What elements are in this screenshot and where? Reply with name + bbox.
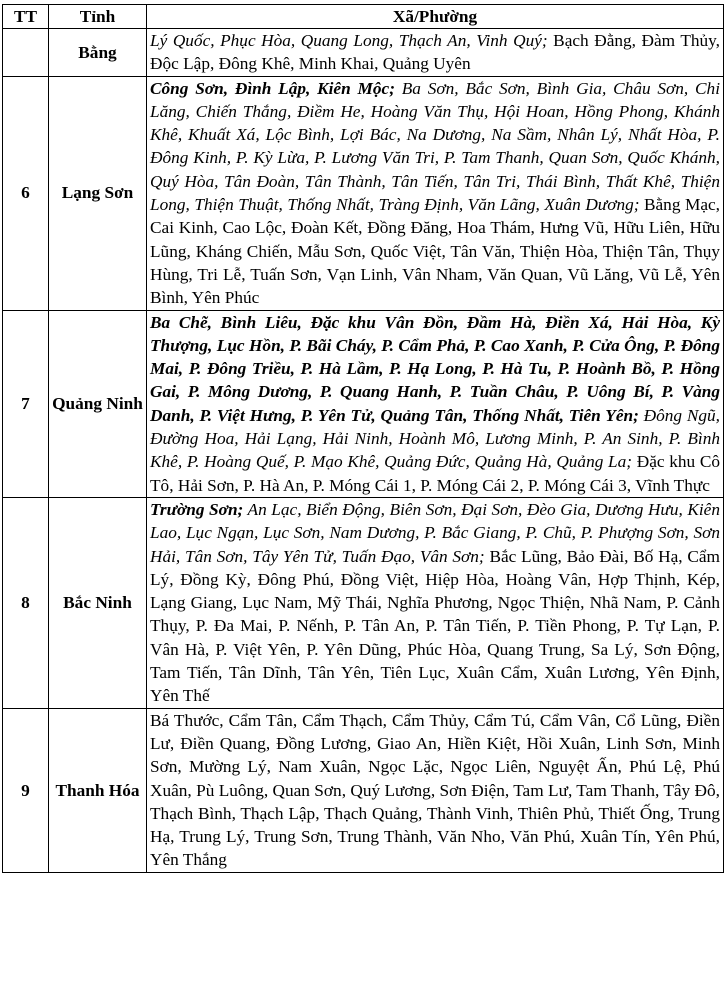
communes-regular: Bắc Lũng, Bảo Đài, Bố Hạ, Cẩm Lý, Đồng Kỳ, Đông Phú, Đồng Việt, Hiệp Hòa, Hoàng Vân, Hợp Thịnh, Kép, Lạng Giang, Lục Nam, Mỹ Thái, Nghĩa Phương, Ngọc Thiện, Nhã Nam, P. Cảnh Thụy, P. Đa Mai, P. Nếnh, P. Tân An, P. Tân Tiến, P. Tiền Phong, P. Tự Lạn, P. Vân Hà, P. Việt Yên, P. Yên Dũng, Phúc Hòa, Quang Trung, Sa Lý, Sơn Động, Tam Tiến, Tân Dĩnh, Tân Yên, Tiên Lục, Xuân Cẩm, Xuân Lương, Yên Định, Yên Thế: [150, 546, 720, 706]
table-row: [3, 310, 724, 497]
communes-regular: Đặc khu Cô Tô, Hải Sơn, P. Hà An, P. Móng Cái 1, P. Móng Cái 2, P. Móng Cái 3, Vĩnh Thực: [150, 452, 720, 495]
row-number: 9: [3, 708, 49, 872]
communes-regular: Bạch Đằng, Đàm Thủy, Độc Lập, Đông Khê, Minh Khai, Quảng Uyên: [150, 31, 720, 74]
row-number: 7: [3, 310, 49, 497]
province-name: Lạng Sơn: [49, 76, 147, 310]
communes-bold-italic: Ba Chẽ, Bình Liêu, Đặc khu Vân Đồn, Đầm Hà, Điền Xá, Hải Hòa, Kỳ Thượng, Lục Hồn, P. Bãi Cháy, P. Cẩm Phả, P. Cao Xanh, P. Cửa Ông, P. Đông Mai, P. Đông Triều, P. Hà Lầm, P. Hạ Long, P. Hà Tu, P. Hoành Bồ, P. Hồng Gai, P. Mông Dương, P. Quang Hanh, P. Tuần Châu, P. Uông Bí, P. Vàng Danh, P. Việt Hưng, P. Yên Tử, Quảng Tân, Thống Nhất, Tiên Yên;: [150, 312, 720, 425]
commune-list: [147, 497, 724, 708]
communes-italic: Đông Ngũ, Đường Hoa, Hải Lạng, Hải Ninh, Hoành Mô, Lương Minh, P. An Sinh, P. Bình Khê, P. Hoàng Quế, P. Mạo Khê, Quảng Đức, Quảng Hà, Quảng La;: [150, 405, 720, 472]
row-number: 8: [3, 497, 49, 708]
province-name: Quảng Ninh: [49, 310, 147, 497]
communes-regular: Bá Thước, Cẩm Tân, Cẩm Thạch, Cẩm Thủy, Cẩm Tú, Cẩm Vân, Cổ Lũng, Điền Lư, Điền Quang, Đồng Lương, Giao An, Hiền Kiệt, Hồi Xuân, Linh Sơn, Minh Sơn, Mường Lý, Nam Xuân, Ngọc Lặc, Ngọc Liên, Nguyệt Ấn, Phú Lệ, Phú Xuân, Pù Luông, Quan Sơn, Quý Lương, Sơn Điện, Tam Lư, Tam Thanh, Tây Đô, Thạch Bình, Thạch Lập, Thạch Quảng, Thành Vinh, Thiên Phủ, Thiết Ống, Trung Hạ, Trung Lý, Trung Sơn, Trung Thành, Văn Nho, Văn Phú, Xuân Tín, Yên Phú, Yên Thắng: [150, 710, 720, 870]
table-row: [3, 708, 724, 872]
communes-bold-italic: Công Sơn, Đình Lập, Kiên Mộc;: [150, 78, 395, 98]
table-row: [3, 76, 724, 310]
communes-regular: Bằng Mạc, Cai Kinh, Cao Lộc, Đoàn Kết, Đồng Đăng, Hoa Thám, Hưng Vũ, Hữu Liên, Hữu Lũng, Kháng Chiến, Mẫu Sơn, Quốc Việt, Tân Văn, Thiện Hòa, Thiện Tân, Thụy Hùng, Tri Lễ, Tuấn Sơn, Vạn Linh, Vân Nham, Văn Quan, Vũ Lăng, Vũ Lễ, Yên Bình, Yên Phúc: [150, 195, 720, 308]
commune-list: [147, 76, 724, 310]
province-name: Bằng: [49, 29, 147, 77]
communes-bold-italic: Trường Sơn;: [150, 499, 244, 519]
commune-table: [2, 4, 724, 873]
table-row: [3, 29, 724, 77]
commune-list: [147, 29, 724, 77]
province-name: Thanh Hóa: [49, 708, 147, 872]
row-number: [3, 29, 49, 77]
table-header-row: [3, 5, 724, 29]
communes-italic: Lý Quốc, Phục Hòa, Quang Long, Thạch An, Vinh Quý;: [150, 31, 548, 50]
commune-list: [147, 310, 724, 497]
header-communes: Xã/Phường: [147, 5, 724, 29]
communes-italic: Ba Sơn, Bắc Sơn, Bình Gia, Châu Sơn, Chi Lăng, Chiến Thắng, Điềm He, Hoàng Văn Thụ, Hội Hoan, Hồng Phong, Khánh Khê, Khuất Xá, Lộc Bình, Lợi Bác, Na Dương, Na Sầm, Nhân Lý, Nhất Hòa, P. Đông Kinh, P. Kỳ Lừa, P. Lương Văn Tri, P. Tam Thanh, Quan Sơn, Quốc Khánh, Quý Hòa, Tân Đoàn, Tân Thành, Tân Tiến, Tân Tri, Thái Bình, Thất Khê, Thiện Long, Thiện Thuật, Thống Nhất, Tràng Định, Văn Lãng, Xuân Dương;: [150, 78, 720, 215]
communes-italic: An Lạc, Biển Động, Biên Sơn, Đại Sơn, Đèo Gia, Dương Hưu, Kiên Lao, Lục Ngạn, Lục Sơn, Nam Dương, P. Bắc Giang, P. Chũ, P. Phượng Sơn, Sơn Hải, Tân Sơn, Tây Yên Tử, Tuấn Đạo, Vân Sơn;: [150, 499, 720, 566]
commune-list: [147, 708, 724, 872]
table-row: [3, 497, 724, 708]
header-province: Tỉnh: [49, 5, 147, 29]
row-number: 6: [3, 76, 49, 310]
header-tt: TT: [3, 5, 49, 29]
province-name: Bắc Ninh: [49, 497, 147, 708]
